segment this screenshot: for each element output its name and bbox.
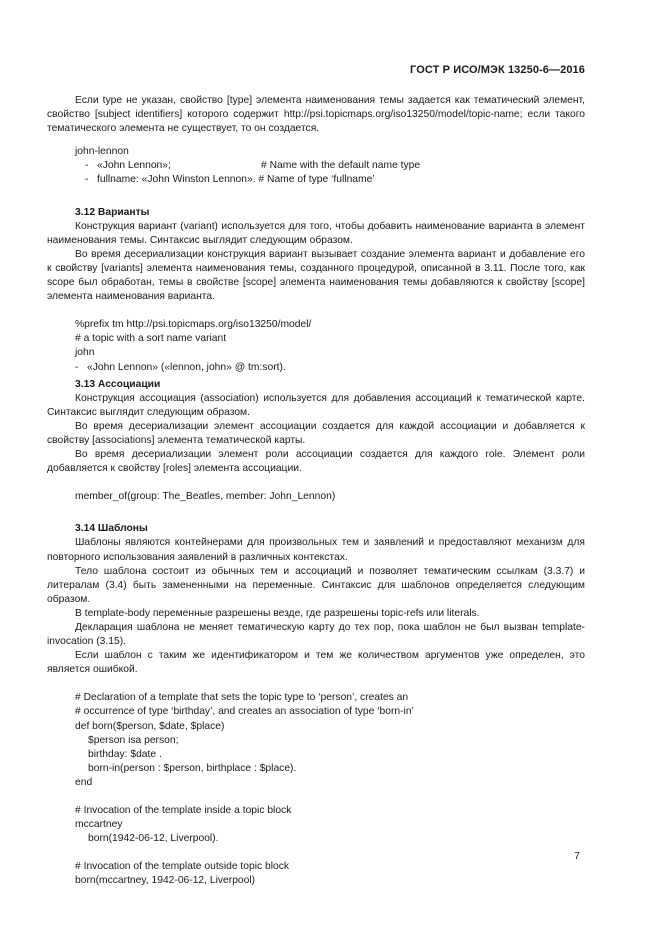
code-line: birthday: $date .	[88, 748, 162, 760]
example-code-template-invocation-inside	[47, 804, 585, 846]
paragraph: Если шаблон с таким же идентификатором и тем же количеством аргументов уже определен, это является ошибкой.	[47, 650, 585, 676]
section-heading-3-14: 3.14 Шаблоны	[75, 523, 148, 535]
intro-paragraph: Если type не указан, свойство [type] элемента наименования темы задается как тематический элемент, свойство [subject identifiers] которого содержит http://psi.topicmaps.org/iso13250/model/topic-name; если такого тематического элемента не существует, то он создается.	[47, 95, 585, 135]
code-line: born(mccartney, 1942-06-12, Liverpool)	[75, 875, 256, 887]
paragraph: Во время десериализации конструкция вариант вызывает создание элемента вариант и добавление его к свойству [variants] элемента наименования темы, созданного процедурой, описанной в 3.11. После того, как scope был обработан, темы в свойстве [scope] элемента наименования темы добавляются к свойству [scope] элемента наименования варианта.	[47, 248, 585, 303]
code-line: john	[75, 347, 95, 359]
example-code-template-declaration	[47, 691, 585, 790]
code-line: # Invocation of the template outside topic block	[75, 861, 290, 873]
code-line: - fullname: «John Winston Lennon». # Name of type ‘fullname’	[85, 174, 375, 186]
paragraph: Конструкция ассоциация (association) используется для добавления ассоциаций к тематической карте. Синтаксис выглядит следующим образом.	[47, 392, 585, 418]
code-line: - «John Lennon» («lennon, john» @ tm:sort).	[75, 361, 286, 373]
paragraph: Шаблоны являются контейнерами для произвольных тем и заявлений и предоставляют механизм для повторного использования заявлений в различных контекстах.	[47, 537, 585, 563]
paragraph: Декларация шаблона не меняет тематическую карту до тех пор, пока шаблон не был вызван template-invocation (3.15).	[47, 622, 585, 648]
code-line: end	[75, 776, 93, 788]
code-fragment: - «John Lennon»;	[85, 160, 171, 172]
code-line: born-in(person : $person, birthplace : $place).	[88, 762, 297, 774]
example-code-template-invocation-outside	[47, 860, 585, 888]
code-line: # a topic with a sort name variant	[75, 333, 227, 345]
example-code-variant	[47, 318, 585, 374]
paragraph: В template-body переменные разрешены везде, где разрешены topic-refs или literals.	[75, 607, 480, 619]
code-line: # Invocation of the template inside a topic block	[75, 805, 292, 817]
code-line	[75, 159, 585, 173]
code-line: mccartney	[75, 819, 123, 831]
code-line: born(1942-06-12, Liverpool).	[88, 833, 219, 845]
code-line: $person isa person;	[88, 734, 179, 746]
code-comment: # Name with the default name type	[261, 160, 421, 172]
page-number: 7	[574, 850, 580, 862]
paragraph: Во время десериализации элемент ассоциации создается для каждой ассоциации и добавляется к свойству [associations] элемента тематической карты.	[47, 420, 585, 446]
code-line: def born($person, $date, $place)	[75, 720, 225, 732]
code-line: # Declaration of a template that sets the topic type to ‘person’, creates an	[75, 692, 409, 704]
section-heading-3-13: 3.13 Ассоциации	[75, 378, 161, 390]
example-code-lennon	[47, 145, 585, 187]
page-content	[47, 94, 585, 889]
standard-header: ГОСТ Р ИСО/МЭК 13250-6—2016	[410, 64, 585, 76]
code-line: %prefix tm http://psi.topicmaps.org/iso13250/model/	[75, 319, 312, 331]
section-heading-3-12: 3.12 Варианты	[75, 206, 150, 218]
paragraph: Во время десериализации элемент роли ассоциации создается для каждого role. Элемент роли добавляется к свойству [roles] элемента ассоциации.	[47, 449, 585, 475]
example-code-association	[47, 490, 585, 504]
code-line: member_of(group: The_Beatles, member: John_Lennon)	[75, 491, 336, 503]
paragraph: Тело шаблона состоит из обычных тем и ассоциаций и позволяет тематическим ссылкам (3.3.7) и литералам (3.4) быть замененными на переменные. Синтаксис для шаблонов определяется следующим образом.	[47, 565, 585, 605]
code-line: # occurrence of type ‘birthday’, and creates an association of type ‘born-in’	[75, 706, 414, 718]
code-line: john-lennon	[75, 146, 129, 158]
paragraph: Конструкция вариант (variant) используется для того, чтобы добавить наименование варианта в элемент наименования темы. Синтаксис выглядит следующим образом.	[47, 220, 585, 246]
